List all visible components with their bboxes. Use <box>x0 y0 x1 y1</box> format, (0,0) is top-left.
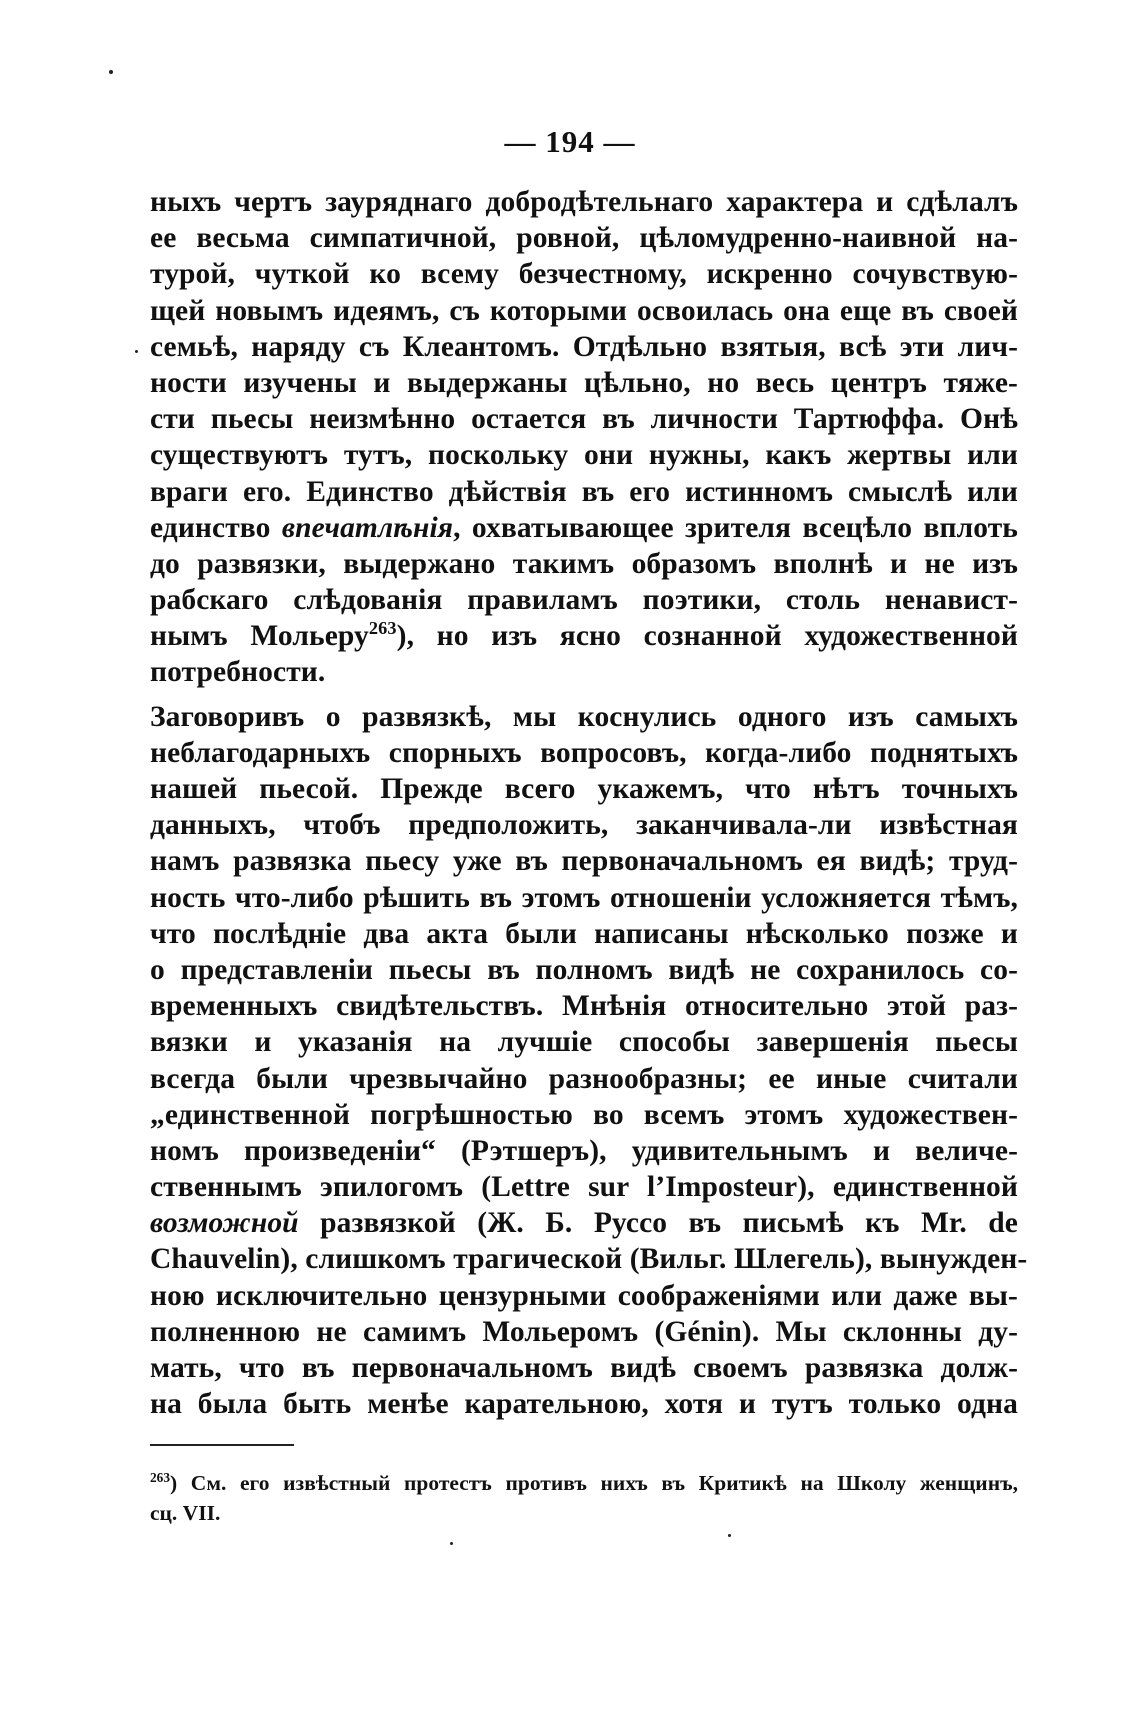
text-line: временныхъ свидѣтельствъ. Мнѣнія относительно этой раз- <box>150 990 1018 1023</box>
scan-speck <box>135 350 138 353</box>
text-line: нашей пьесой. Прежде всего укажемъ, что нѣтъ точныхъ <box>150 773 1018 805</box>
text-line: Заговоривъ о развязкѣ, мы коснулись одного изъ самыхъ <box>150 700 1018 733</box>
text-segment: нымъ Мольеру <box>150 620 369 653</box>
text-line: всегда были чрезвычайно разнообразны; ее иные считали <box>150 1062 1018 1095</box>
text-line <box>150 618 1018 654</box>
footnote-divider <box>150 1444 294 1446</box>
footnote-line: сц. VII. <box>150 1501 221 1525</box>
main-text <box>150 184 1028 1422</box>
scan-speck <box>109 70 113 74</box>
text-line: номъ произведеніи“ (Рэтшеръ), удивительнымъ и величе- <box>150 1134 1018 1167</box>
text-line: враги его. Единство дѣйствія въ его истинномъ смыслѣ или <box>150 475 1018 508</box>
text-line: „единственной погрѣшностью во всемъ этомъ художествен- <box>150 1098 1018 1131</box>
text-line: данныхъ, чтобъ предположить, заканчивала-ли извѣстная <box>150 809 1018 842</box>
text-line: семьѣ, наряду съ Клеантомъ. Отдѣльно взятыя, всѣ эти лич- <box>150 330 1018 363</box>
footnote-line <box>150 1468 1018 1498</box>
footnote <box>150 1468 1018 1528</box>
footnote-text: ) См. его извѣстный протестъ противъ нихъ въ Критикѣ на Школу женщинъ, <box>170 1471 1018 1495</box>
text-line: ее весьма симпатичной, ровной, цѣломудренно-наивной на- <box>150 222 1018 255</box>
text-line: до развязки, выдержано такимъ образомъ вполнѣ и не изъ <box>150 547 1018 580</box>
footnote-marker: 263 <box>150 1469 170 1485</box>
text-line: намъ развязка пьесу уже въ первоначальномъ ея видѣ; труд- <box>150 845 1018 878</box>
text-line: рабскаго слѣдованія правиламъ поэтики, столь ненавист- <box>150 584 1018 617</box>
page-number: — 194 — <box>504 124 636 159</box>
text-line: ныхъ чертъ зауряднаго добродѣтельнаго характера и сдѣлалъ <box>150 186 1018 218</box>
text-line: на была быть менѣе карательною, хотя и тутъ только одна <box>150 1388 1018 1421</box>
paragraph-1 <box>150 184 1018 691</box>
text-line: ность что-либо рѣшить въ этомъ отношеніи усложняется тѣмъ, <box>150 881 1018 914</box>
text-line: полненною не самимъ Мольеромъ (Génin). Мы склонны ду- <box>150 1315 1018 1348</box>
text-line: ственнымъ эпилогомъ (Lettre sur l’Imposteur), единственной <box>150 1171 1018 1204</box>
text-line: сти пьесы неизмѣнно остается въ личности Тартюффа. Онѣ <box>150 403 1018 436</box>
footnote-ref[interactable]: 263 <box>368 618 397 639</box>
text-line <box>150 1205 1018 1241</box>
text-line: потребности. <box>150 656 326 689</box>
scan-speck <box>450 1542 453 1545</box>
text-line: ною исключительно цензурными соображеніями или даже вы- <box>150 1279 1018 1312</box>
paragraph-2 <box>150 699 1028 1423</box>
text-line: о представленіи пьесы въ полномъ видѣ не сохранилось со- <box>150 953 1018 986</box>
text-line: существуютъ тутъ, поскольку они нужны, какъ жертвы или <box>150 439 1018 472</box>
text-line: мать, что въ первоначальномъ видѣ своемъ развязка долж- <box>150 1352 1018 1384</box>
text-segment: единство <box>150 511 282 544</box>
paragraph-spacer <box>150 691 1018 699</box>
scan-speck <box>728 1534 731 1537</box>
text-segment: , охватывающее зрителя всецѣло вплоть <box>453 511 1018 544</box>
text-segment: развязкой (Ж. Б. Руссо въ письмѣ къ Mr. de <box>298 1207 1018 1240</box>
text-line: ности изучены и выдержаны цѣльно, но весь центръ тяже- <box>150 366 1018 399</box>
text-line: щей новымъ идеямъ, съ которыми освоилась она еще въ своей <box>150 294 1018 327</box>
text-line: неблагодарныхъ спорныхъ вопросовъ, когда-либо поднятыхъ <box>150 736 1018 769</box>
emphasis-text: впечатлѣнія <box>281 511 454 544</box>
text-line: что послѣдніе два акта были написаны нѣсколько позже и <box>150 917 1018 950</box>
text-line <box>150 510 1018 546</box>
emphasis-text: возможной <box>150 1207 299 1240</box>
text-segment: ), но изъ ясно сознанной художественной <box>396 620 1019 653</box>
text-line: Chauvelin), слишкомъ трагической (Вильг. Шлегель), вынужден- <box>150 1243 1028 1276</box>
text-line: вязки и указанія на лучшіе способы завершенія пьесы <box>150 1026 1018 1059</box>
text-line: турой, чуткой ко всему безчестному, искренно сочувствую- <box>150 258 1018 291</box>
